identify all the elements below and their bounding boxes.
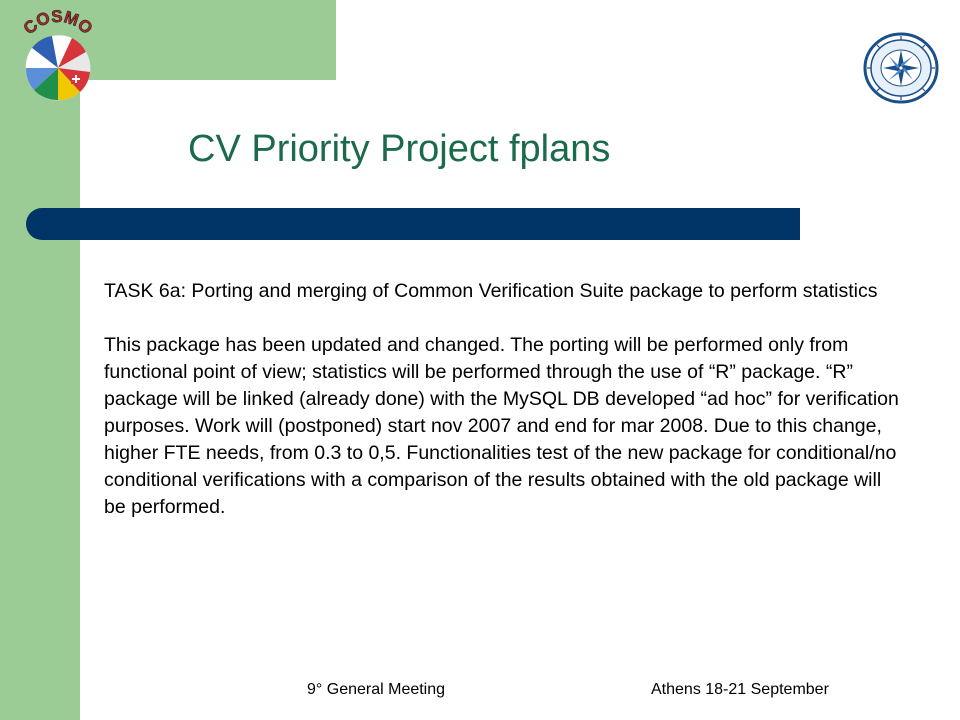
slide-title: CV Priority Project fplans [188, 128, 611, 170]
footer-location-date: Athens 18-21 September [651, 681, 829, 698]
cosmo-logo [8, 6, 108, 112]
svg-text:COSMO: COSMO [19, 6, 97, 39]
body-paragraph: This package has been updated and changed. The porting will be performed only from functional point of view; statistics will be performed through the use of “R” package. “R” package will be linked (already done) with the MySQL DB developed “ad hoc” for verification purposes. Work will (postponed) start nov 2007 and end for mar 2008. Due to this change, higher FTE needs, from 0.3 to 0,5. Functionalities test of the new package for conditional/no conditional verifications with a comparison of the results obtained with the old package will be performed. [104, 334, 899, 518]
task-heading: TASK 6a: Porting and merging of Common Verification Suite package to perform statistics [104, 280, 878, 302]
title-underline-bar [26, 208, 800, 240]
meteorological-service-seal [862, 32, 940, 104]
slide-body [104, 278, 904, 521]
footer-meeting: 9° General Meeting [307, 681, 446, 698]
